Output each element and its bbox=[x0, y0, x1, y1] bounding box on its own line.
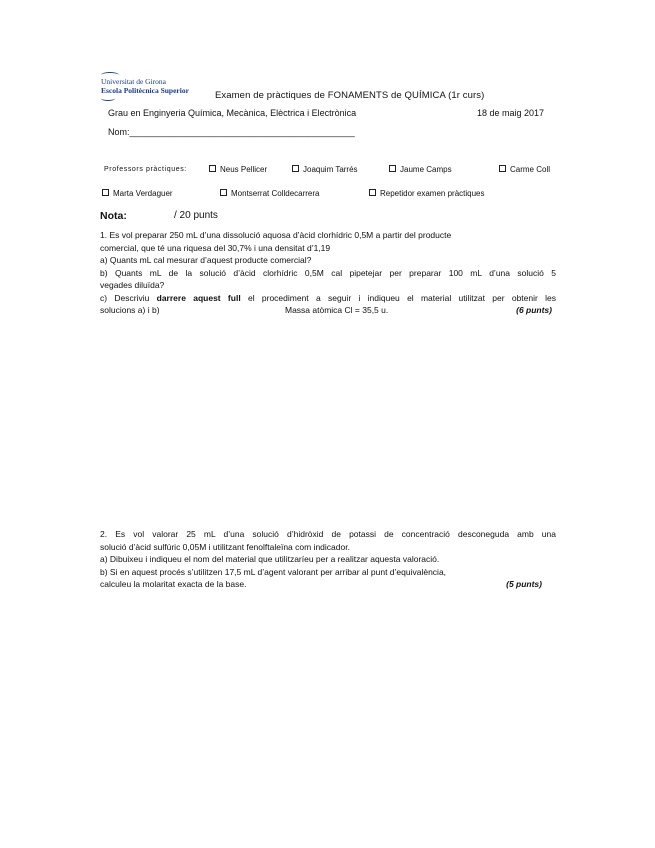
question-1-part-c-prefix: c) Descriviu bbox=[100, 292, 157, 303]
question-2-part-b-line1: b) Si en aquest procés s’utilitzen 17,5 mL d’agent valorant per arribar al punt d’equivalència, bbox=[100, 566, 447, 577]
checkbox-icon[interactable] bbox=[102, 189, 109, 196]
question-2-intro-line1: 2. Es vol valorar 25 mL d’una solució d’hidròxid de potassi de concentració desconeguda amb una bbox=[100, 529, 556, 539]
professor-option-label: Neus Pellicer bbox=[220, 165, 268, 174]
exam-date: 18 de maig 2017 bbox=[477, 108, 545, 118]
professor-option-label: Joaquim Tarrés bbox=[303, 165, 358, 174]
professor-option-repetidor[interactable] bbox=[369, 189, 485, 198]
professor-option-coll[interactable] bbox=[499, 165, 550, 174]
question-2-part-b-line2 bbox=[100, 578, 556, 591]
professor-option-label: Montserrat Colldecarrera bbox=[231, 189, 320, 198]
question-1-part-c-line2 bbox=[100, 304, 556, 317]
professor-option-label: Marta Verdaguer bbox=[113, 189, 173, 198]
question-1-atomic-mass: Massa atòmica Cl = 35,5 u. bbox=[285, 305, 389, 315]
question-2-points: (5 punts) bbox=[506, 579, 542, 589]
checkbox-icon[interactable] bbox=[220, 189, 227, 196]
university-logo bbox=[101, 72, 201, 102]
name-field[interactable]: Nom:_____________________________________________ bbox=[108, 127, 355, 137]
checkbox-icon[interactable] bbox=[389, 165, 396, 172]
professor-option-label: Repetidor examen pràctiques bbox=[380, 189, 485, 198]
question-2 bbox=[100, 528, 556, 591]
question-1-points: (6 punts) bbox=[516, 305, 552, 315]
professor-option-label: Carme Coll bbox=[510, 165, 551, 174]
question-1-part-a: a) Quants mL cal mesurar d’aquest producte comercial? bbox=[100, 255, 312, 265]
question-1-part-b-line2: vegades diluïda? bbox=[100, 280, 165, 290]
checkbox-icon[interactable] bbox=[209, 165, 216, 172]
exam-title: Examen de pràctiques de FONAMENTS de QUÍMICA (1r curs) bbox=[215, 90, 485, 101]
logo-arc-bottom bbox=[101, 96, 115, 101]
logo-school-name: Escola Politècnica Superior bbox=[101, 86, 189, 95]
professor-option-verdaguer[interactable] bbox=[102, 189, 173, 198]
professor-option-pellicer[interactable] bbox=[209, 165, 267, 174]
question-2-part-a: a) Dibuixeu i indiqueu el nom del material que utilitzaríeu per a realitzar aquesta valoració. bbox=[100, 554, 440, 564]
professor-option-tarres[interactable] bbox=[292, 165, 358, 174]
degree-line: Grau en Enginyeria Química, Mecànica, Elèctrica i Electrònica bbox=[108, 108, 357, 118]
professor-option-camps[interactable] bbox=[389, 165, 452, 174]
professors-label: Professors pràctiques: bbox=[104, 166, 187, 173]
checkbox-icon[interactable] bbox=[292, 165, 299, 172]
professor-option-label: Jaume Camps bbox=[400, 165, 452, 174]
logo-university-name: Universitat de Girona bbox=[101, 77, 166, 86]
question-1-intro-line2: comercial, que té una riquesa del 30,7% i una densitat d’1,19 bbox=[100, 242, 331, 253]
professor-option-colldecarrera[interactable] bbox=[220, 189, 319, 198]
question-1-part-c-bold: darrere aquest full bbox=[156, 292, 241, 303]
question-1-part-b-line1: b) Quants mL de la solució d’àcid clorhídric 0,5M cal pipetejar per preparar 100 mL d’una solució 5 bbox=[100, 267, 556, 278]
question-1 bbox=[100, 229, 556, 317]
question-2-part-b-text: calculeu la molaritat exacta de la base. bbox=[100, 579, 247, 589]
checkbox-icon[interactable] bbox=[369, 189, 376, 196]
question-1-part-c-line1 bbox=[100, 292, 556, 305]
question-1-part-c-suffix: el procediment a seguir i indiqueu el material utilitzat per obtenir les bbox=[240, 292, 556, 303]
question-2-intro-line2: solució d’àcid sulfúric 0,05M i utilitzant fenolftaleïna com indicador. bbox=[100, 541, 350, 552]
grade-label: Nota: bbox=[100, 210, 127, 222]
grade-total: / 20 punts bbox=[174, 210, 218, 221]
question-1-intro-line1: 1. Es vol preparar 250 mL d’una dissolució aquosa d’àcid clorhídric 0,5M a partir del producte bbox=[100, 230, 452, 240]
question-1-part-c-solutions: solucions a) i b) bbox=[100, 305, 160, 315]
checkbox-icon[interactable] bbox=[499, 165, 506, 172]
